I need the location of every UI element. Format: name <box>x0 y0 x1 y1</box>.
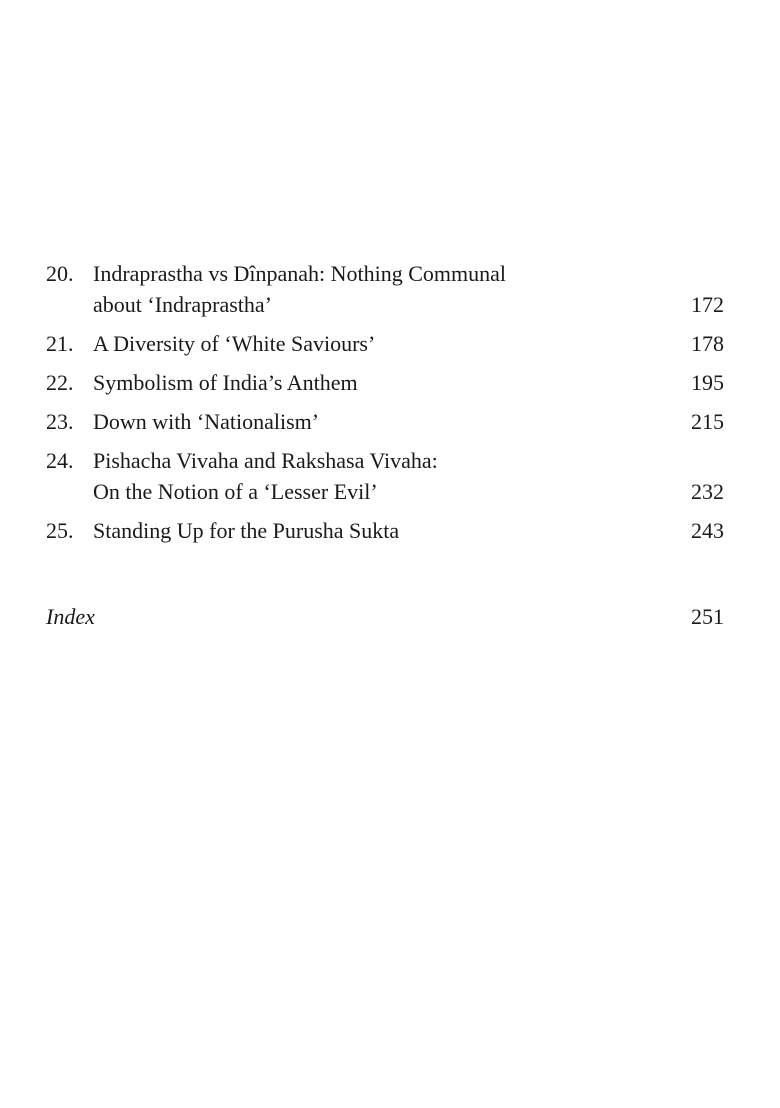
toc-entry-20 <box>46 258 724 320</box>
index-label: Index <box>46 604 95 629</box>
chapter-title-line: about ‘Indraprastha’ <box>93 292 272 317</box>
chapter-title <box>93 258 654 320</box>
chapter-number: 22. <box>46 370 74 395</box>
chapter-number: 20. <box>46 261 74 286</box>
page-number: 172 <box>691 292 724 317</box>
toc-entry-23 <box>46 406 724 437</box>
chapter-number: 21. <box>46 331 74 356</box>
chapter-number: 25. <box>46 518 74 543</box>
chapter-title-line: Symbolism of India’s Anthem <box>93 370 358 395</box>
toc-entry-22 <box>46 367 724 398</box>
chapter-title <box>93 367 654 398</box>
page-number: 232 <box>691 479 724 504</box>
chapter-title-line: Pishacha Vivaha and Rakshasa Vivaha: <box>93 448 438 473</box>
chapter-number: 24. <box>46 448 74 473</box>
chapter-title <box>93 445 654 507</box>
chapter-title-line: Indraprastha vs Dînpanah: Nothing Communal <box>93 261 507 286</box>
toc-entry-25 <box>46 515 724 546</box>
chapter-title <box>93 406 654 437</box>
chapter-title <box>93 328 654 359</box>
toc-entry-index <box>46 601 724 632</box>
page-number: 243 <box>691 518 724 543</box>
chapter-number: 23. <box>46 409 74 434</box>
chapter-title-line: A Diversity of ‘White Saviours’ <box>93 331 376 356</box>
page-number: 178 <box>691 331 724 356</box>
chapter-title <box>93 515 654 546</box>
toc-entry-21 <box>46 328 724 359</box>
page-number: 215 <box>691 409 724 434</box>
page-number: 195 <box>691 370 724 395</box>
table-of-contents <box>46 258 724 554</box>
toc-entry-24 <box>46 445 724 507</box>
chapter-title-line: On the Notion of a ‘Lesser Evil’ <box>93 479 378 504</box>
chapter-title-line: Down with ‘Nationalism’ <box>93 409 320 434</box>
chapter-title-line: Standing Up for the Purusha Sukta <box>93 518 400 543</box>
page-number: 251 <box>691 604 724 629</box>
